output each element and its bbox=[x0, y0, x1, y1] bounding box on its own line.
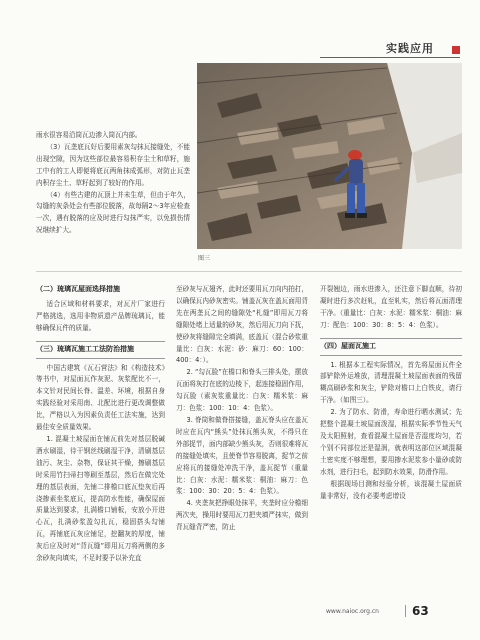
roof-repair-photo bbox=[197, 63, 462, 249]
paragraph: 雨水很容易沿筒瓦边渗入筒瓦内部。 bbox=[36, 131, 142, 139]
divider bbox=[36, 271, 462, 272]
column-1 bbox=[36, 284, 165, 565]
photo-illustration bbox=[197, 63, 462, 249]
figure-caption: 图三 bbox=[198, 255, 211, 262]
footer-separator bbox=[405, 605, 406, 617]
section-title: 实践应用 bbox=[386, 42, 434, 55]
paragraph: 适合区域和材料要求，对瓦片厂家进行严格挑选，选用非物质遗产品牌琉璃瓦，能够确保瓦件的质量。 bbox=[36, 299, 165, 332]
subheading: （三）琉璃瓦施工工法防治措施 bbox=[36, 344, 134, 353]
section-title-rule bbox=[320, 57, 460, 58]
paragraph: 4. 夹垄灰把挣眼处抹平，夹垄时应分檐细两次夹，操用时要用瓦刀把夹填严抹实，做到背瓦缝背严密，防止 bbox=[176, 499, 308, 532]
subheading: （四）屋面瓦施工 bbox=[320, 341, 376, 350]
paragraph: 中国古建筑《瓦石营法》和《构造技术》等书中，对屋面瓦作灰泥、灰浆配比不一，本文针对民间长脊、温差、环境，根据自身实践经验对采用南、北配比进行更改调整做比，严格以入为因素负责任工法实施，达到最佳安全质量效果。 bbox=[36, 363, 165, 432]
paragraph: （4）有些古建的瓦顶上并未生草，但由于年久，勾缝的灰条处会有些部位脱落，故每隔2～3年应检查一次，遇有脱落的应及时进行勾抹严实，以免损伤情况继续扩大。 bbox=[36, 190, 190, 235]
top-left-column bbox=[36, 130, 190, 237]
paragraph: 开裂翘边，雨水进渗入，还注意下脚直顺，待初凝时进行多次赶轧，直至轧实，然后将瓦面清理干净。（重量比：白灰：水泥：糯米浆：桐油：麻刀：配色：100：30：8：5：4：色浆）。 bbox=[320, 285, 462, 329]
paragraph: 根据现场目测和经验分析，该混凝土屋面质量非常好，没有必要考虑增设 bbox=[320, 479, 462, 500]
footer-url: www.naioc.org.cn bbox=[326, 608, 379, 615]
paragraph: 3. 脊筒和做脊搭接缝，盖瓦脊头应在盖瓦时应在瓦内“熊头”处抹瓦熊头灰，不得只在外部捉节，面内部缺少熊头灰，否则很难将瓦的接缝处填实，且使脊节容易脱离，捉节之前应将瓦的接缝处冲洗干净，盖瓦捉节（重量比：白灰：水泥：糯米浆：桐油：麻刀：色浆：100：30：20：5：4：色浆）。 bbox=[176, 415, 308, 496]
subheading-box bbox=[320, 338, 462, 356]
subheading-box bbox=[36, 341, 165, 359]
paragraph: 1. 混凝土坡屋面在铺瓦前先对基层脱碱酒水刷湿，待干钢丝线刷湿干净，清刷基层油污、灰尘、杂物，保证其干燥，擦刷基层时采用竹扫帚扫等刷至基层，然后在做完处理的基层表面，先铺二排檐口底瓦垫灰后再浇掺素坐浆底瓦，提高防水性能，确保屋面质量达到要求，扎满檐口铺板，安放小开进心瓦，扎满砂浆盈勾扎瓦，稳固搭头勾铺瓦，再铺底瓦灰应铺足，挖翻灰的厚度，铺灰后应及时对“背瓦缝”即用瓦刀将两侧的多余砂灰向填实，不足时要予以补充直 bbox=[36, 434, 165, 563]
column-3 bbox=[320, 284, 462, 502]
paragraph: （3）瓦垄底瓦好后要用素灰勾抹瓦接缝处，不能出现空隙，因为这些部位最容易积存尘土和草籽，施工中有的工人即便将底瓦两角抹成弧形，对防止瓦垄内积存尘土、草籽起到了较好的作用。 bbox=[36, 142, 190, 187]
paragraph: 至砂灰与瓦翅齐，此时还要用瓦刀向内拍打，以确保瓦内砂灰密实。铺盖瓦灰在盖瓦面用背先在两垄瓦之间的缝隙处“札缝”即用瓦刀将缝隙处堵上适量的砂灰，然后用瓦刀向下抚，使砂灰将缝隙完全填满，底盖瓦（混合砂浆重量比：白灰：水泥：砂：麻刀：60：100：400：4：）。 bbox=[176, 285, 308, 365]
paragraph: 1. 根据本工程实际情况，首先将屋面瓦件全部铲除外运堆放，清理混凝土坡屋面表面的残留糊高刷砂浆和灰尘，铲除对檐口上白铁皮，请行干净。（如图三）。 bbox=[320, 360, 462, 405]
paragraph: 2. “勾瓦脸”在檐口和脊头三排头处，摆放瓦面将灰打在底的边棱下，起连接稳固作用，勾瓦脸（素灰浆重量比：白灰：糯米浆：麻刀：色浆：100：10：4：色浆）。 bbox=[176, 368, 308, 413]
paragraph: 2. 为了防水、防滑，寿命进行晒水测试；先把整个混凝土坡屋面泼湿，根据实际季节性天气及太阳照射，查看混凝土屋面是否湿度均匀，若个别不同部位还是湿润，就表明这部位区域混凝土密实度不够理想，要用掺水泥浆参小量砂或防水剂，进行扫毛，起到防水效果，防滑作用。 bbox=[320, 408, 462, 476]
subheading: （二）琉璃瓦屋面选择措施 bbox=[36, 285, 120, 293]
page-number: 63 bbox=[412, 604, 429, 618]
section-marker bbox=[452, 46, 460, 54]
column-2 bbox=[176, 284, 308, 534]
